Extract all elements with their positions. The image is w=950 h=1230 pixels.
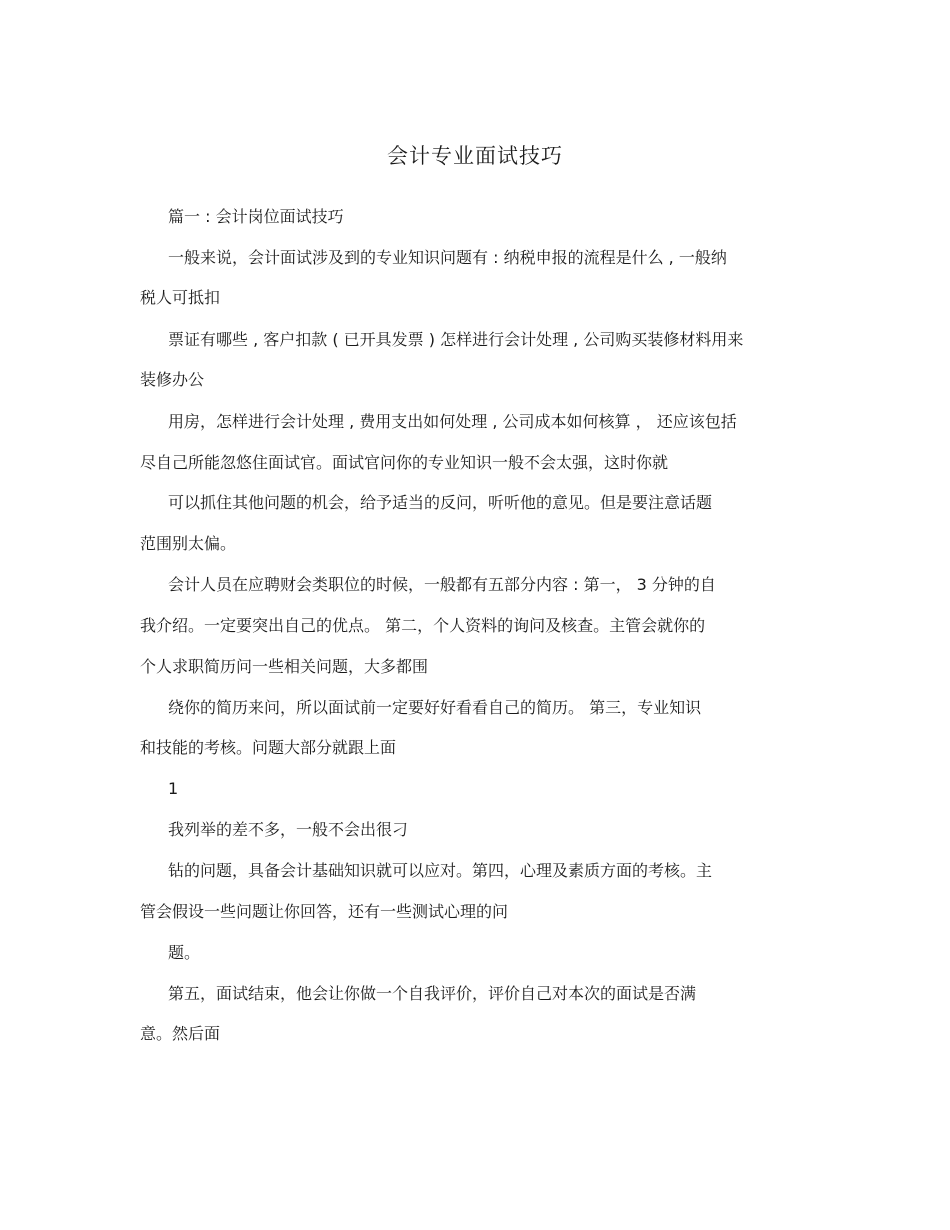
paragraph-line: 范围别太偏。 xyxy=(140,534,237,553)
paragraph-line: 管会假设一些问题让你回答，还有一些测试心理的问 xyxy=(140,902,509,921)
paragraph-line: 一般来说，会计面试涉及到的专业知识问题有 : 纳税申报的流程是什么 , 一般纳 xyxy=(168,248,727,267)
paragraph-line: 钻的问题，具备会计基础知识就可以应对。第四，心理及素质方面的考核。主 xyxy=(168,861,713,880)
paragraph-line: 意。然后面 xyxy=(140,1024,221,1043)
paragraph-line: 绕你的简历来问，所以面试前一定要好好看看自己的简历。 第三，专业知识 xyxy=(168,698,702,717)
paragraph-line: 第五，面试结束，他会让你做一个自我评价，评价自己对本次的面试是否满 xyxy=(168,984,697,1003)
paragraph-line: 我列举的差不多，一般不会出很刁 xyxy=(168,820,409,839)
paragraph-line: 税人可抵扣 xyxy=(140,288,221,307)
paragraph-line: 可以抓住其他问题的机会，给予适当的反问，听听他的意见。但是要注意话题 xyxy=(168,493,713,512)
page-number: 1 xyxy=(168,779,179,798)
paragraph-line: 装修办公 xyxy=(140,370,205,389)
paragraph-line: 我介绍。一定要突出自己的优点。 第二，个人资料的询问及核查。主管会就你的 xyxy=(140,616,706,635)
paragraph-line: 和技能的考核。问题大部分就跟上面 xyxy=(140,738,397,757)
paragraph-line: 票证有哪些 , 客户扣款 ( 已开具发票 ) 怎样进行会计处理 , 公司购买装修材料用来 xyxy=(168,330,744,349)
document-title: 会计专业面试技巧 xyxy=(387,144,563,168)
paragraph-line: 用房，怎样进行会计处理 , 费用支出如何处理 , 公司成本如何核算 ， 还应该包括 xyxy=(168,412,737,431)
paragraph-line: 个人求职简历问一些相关问题，大多都围 xyxy=(140,657,429,676)
paragraph-line: 尽自己所能忽悠住面试官。面试官问你的专业知识一般不会太强，这时你就 xyxy=(140,453,669,472)
paragraph-line: 会计人员在应聘财会类职位的时候，一般都有五部分内容 : 第一， 3 分钟的自 xyxy=(168,575,716,594)
paragraph-line: 题。 xyxy=(168,943,201,962)
section-heading: 篇一 : 会计岗位面试技巧 xyxy=(168,207,344,226)
